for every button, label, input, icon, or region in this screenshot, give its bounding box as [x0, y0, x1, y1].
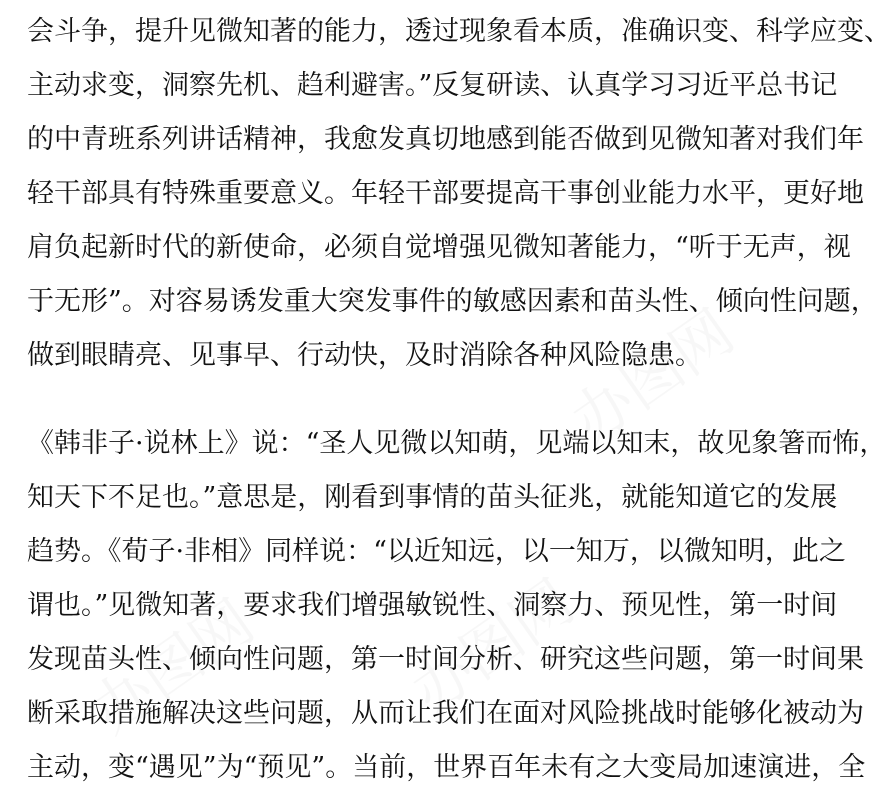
text-line: 《韩非子·说林上》说：“圣人见微以知萌，见端以知末，故见象箸而怖， [27, 428, 887, 459]
text-line: 于无形”。对容易诱发重大突发事件的敏感因素和苗头性、倾向性问题， [27, 286, 878, 317]
text-line: 会斗争，提升见微知著的能力，透过现象看本质，准确识变、科学应变、 [27, 16, 891, 47]
text-line: 做到眼睛亮、见事早、行动快，及时消除各种风险隐患。 [27, 340, 702, 371]
text-line: 主动，变“遇见”为“预见”。当前，世界百年未有之大变局加速演进，全 [27, 752, 866, 783]
text-line: 知天下不足也。”意思是，刚看到事情的苗头征兆，就能知道它的发展 [27, 482, 838, 513]
watermark: 办图网 [399, 566, 587, 728]
text-line: 趋势。《荀子·非相》同样说：“以近知远，以一知万，以微知明，此之 [27, 536, 846, 567]
text-line: 发现苗头性、倾向性问题，第一时间分析、研究这些问题，第一时间果 [27, 644, 864, 675]
text-line: 谓也。”见微知著，要求我们增强敏锐性、洞察力、预见性，第一时间 [27, 590, 838, 621]
text-line: 断采取措施解决这些问题，从而让我们在面对风险挑战时能够化被动为 [27, 698, 864, 729]
text-line: 轻干部具有特殊重要意义。年轻干部要提高干事创业能力水平，更好地 [27, 178, 864, 209]
text-line: 肩负起新时代的新使命，必须自觉增强见微知著能力，“听于无声，视 [27, 232, 851, 263]
watermark: 办图网 [559, 296, 747, 458]
text-line: 主动求变，洞察先机、趋利避害。”反复研读、认真学习习近平总书记 [27, 70, 838, 101]
text-line: 的中青班系列讲话精神，我愈发真切地感到能否做到见微知著对我们年 [27, 124, 864, 155]
watermark: 办图网 [79, 586, 267, 748]
